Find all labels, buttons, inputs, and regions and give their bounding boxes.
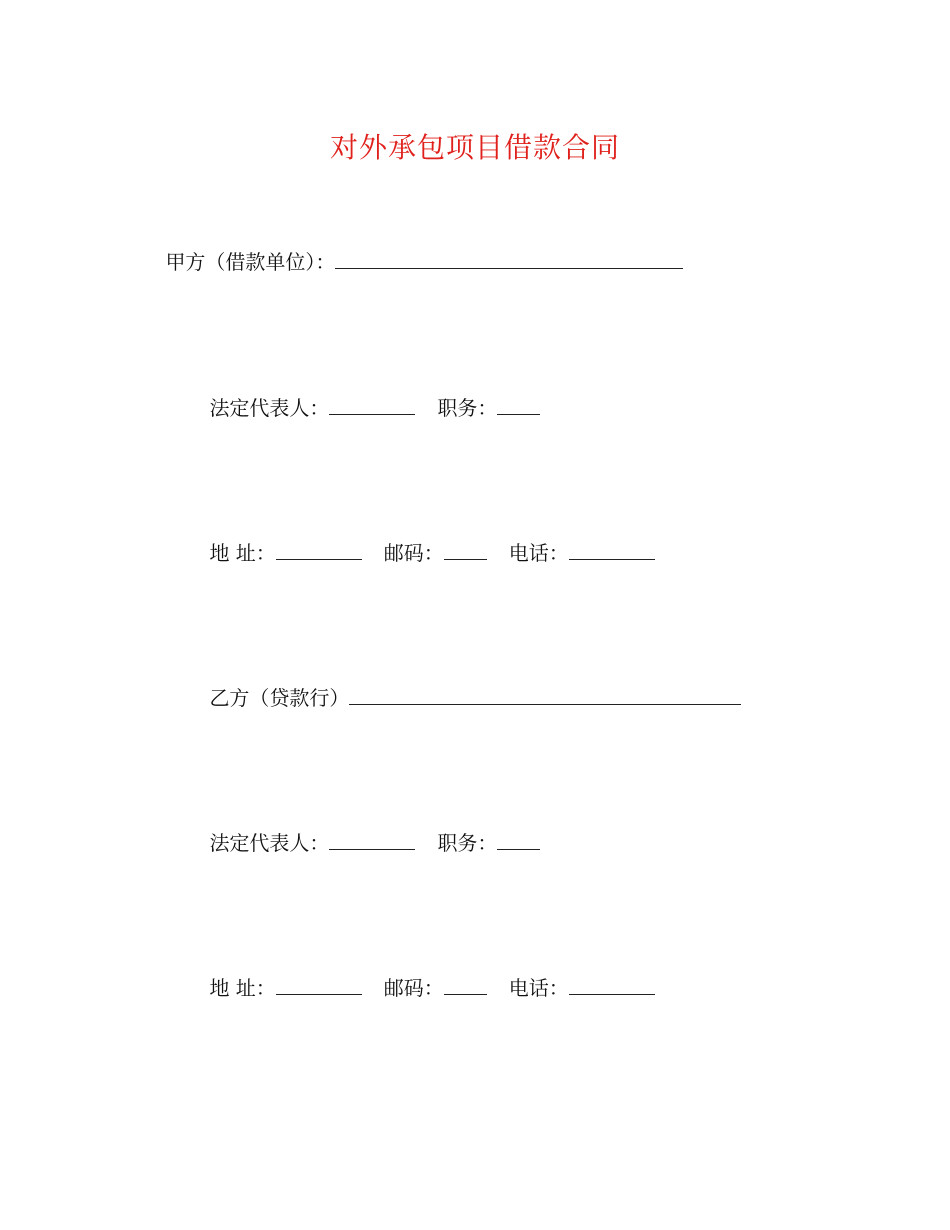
party-a-line [140,220,683,304]
party-b-position-label: 职务： [437,831,498,855]
party-a-postcode-label: 邮码： [383,541,444,565]
party-b-position-blank[interactable] [497,829,540,850]
party-b-phone-label: 电话： [508,976,569,1000]
party-b-name-blank[interactable] [349,684,741,705]
party-a-legal-rep-line [184,366,540,450]
party-b-postcode-blank[interactable] [444,974,487,995]
party-b-address-blank[interactable] [276,974,362,995]
party-b-phone-blank[interactable] [569,974,655,995]
party-a-legal-rep-blank[interactable] [329,394,415,415]
party-b-legal-rep-line [184,801,540,885]
party-a-legal-rep-label: 法定代表人： [209,396,330,420]
party-a-position-blank[interactable] [497,394,540,415]
party-a-label: 甲方（借款单位）： [165,250,336,274]
party-a-position-label: 职务： [437,396,498,420]
party-b-label: 乙方（贷款行） [209,686,350,710]
party-b-postcode-label: 邮码： [383,976,444,1000]
party-a-address-blank[interactable] [276,539,362,560]
party-b-address-label: 地 址： [209,976,276,1000]
party-a-address-label: 地 址： [209,541,276,565]
party-b-legal-rep-label: 法定代表人： [209,831,330,855]
party-a-phone-label: 电话： [508,541,569,565]
party-b-legal-rep-blank[interactable] [329,829,415,850]
party-a-phone-blank[interactable] [569,539,655,560]
party-a-postcode-blank[interactable] [444,539,487,560]
party-b-address-line [184,946,655,1030]
document-title: 对外承包项目借款合同 [329,131,620,164]
party-a-address-line [184,511,655,595]
party-b-line [184,656,741,740]
party-a-name-blank[interactable] [335,248,683,269]
